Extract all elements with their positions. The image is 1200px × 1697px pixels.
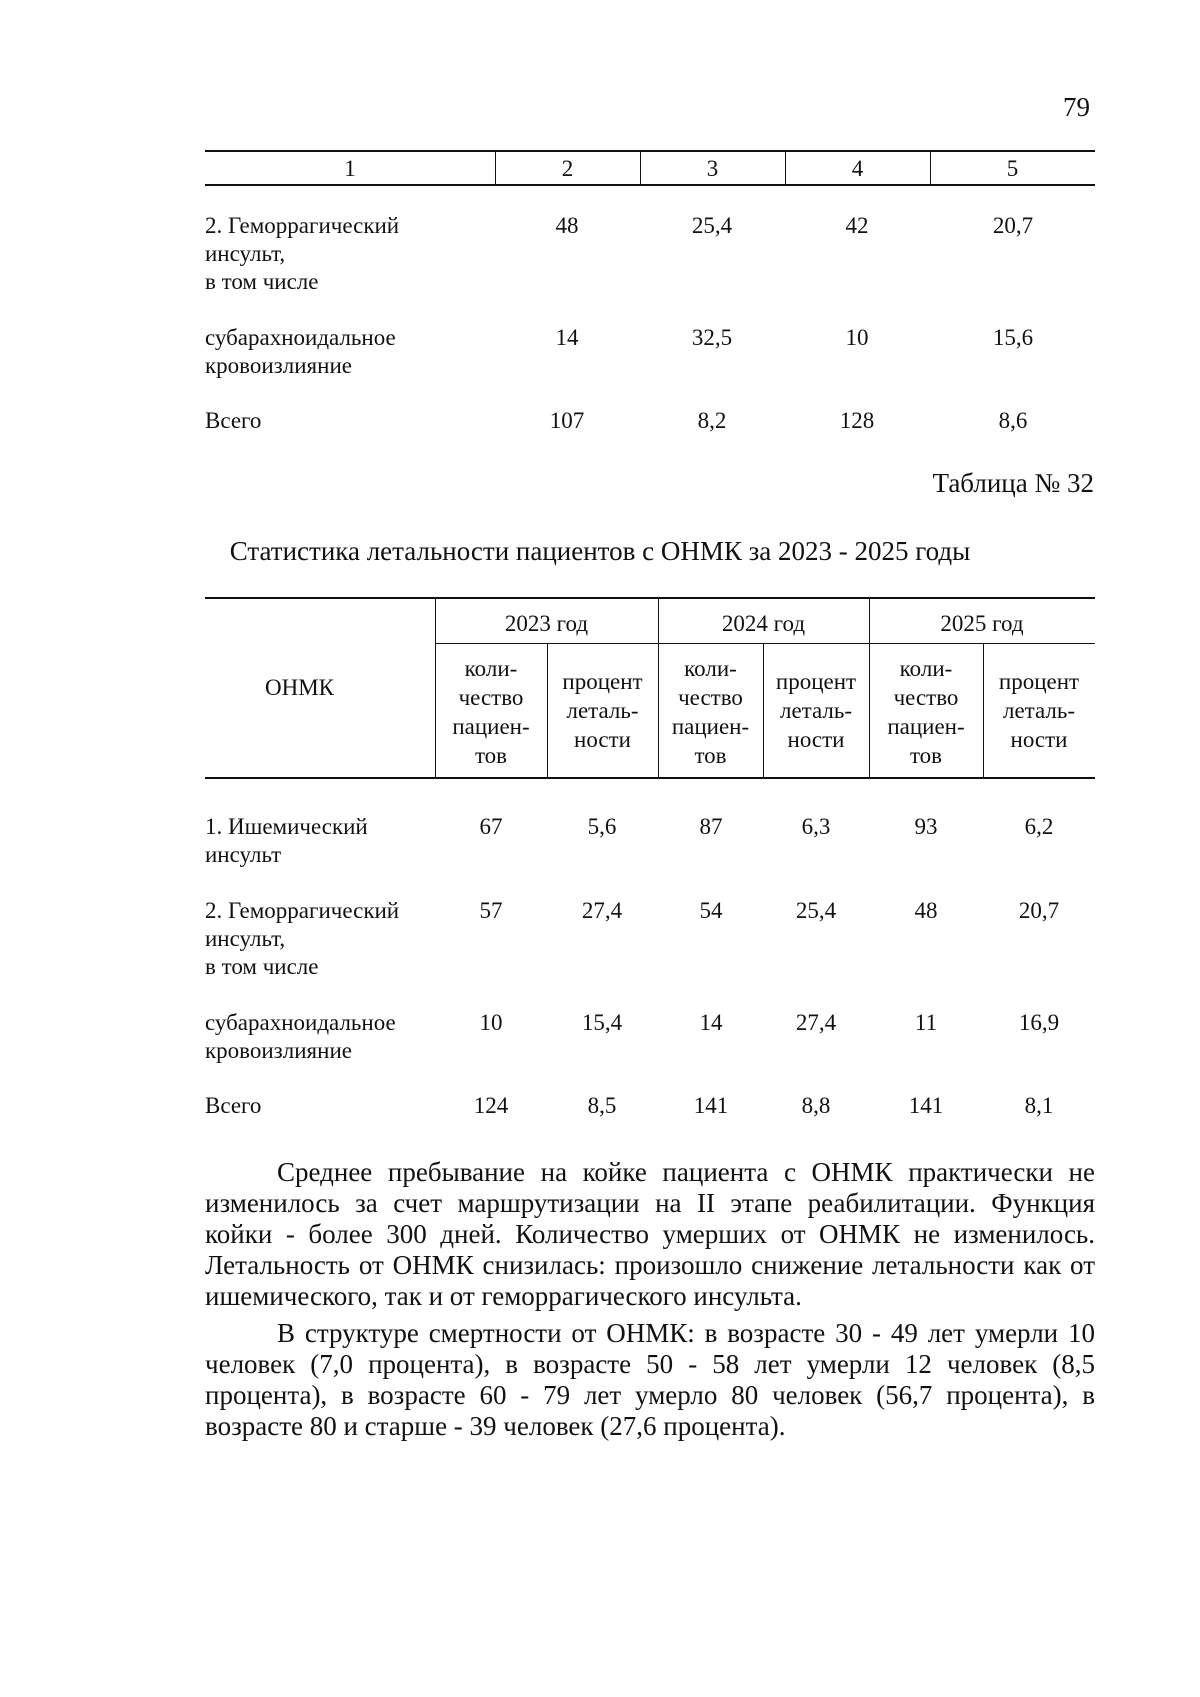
cell-value: 57 xyxy=(479,898,503,923)
table-row-total xyxy=(205,1092,1095,1122)
cell-value: 48 xyxy=(555,213,579,238)
cell-value: 27,4 xyxy=(581,898,623,923)
cell-value: 8,6 xyxy=(998,408,1028,433)
subheader-percent: процент леталь- ности xyxy=(562,669,643,752)
continued-table xyxy=(205,150,1095,186)
cell-value: 67 xyxy=(479,814,503,839)
cell-value: 10 xyxy=(845,325,869,350)
cell-value: 10 xyxy=(479,1010,503,1035)
cell-value: 14 xyxy=(555,325,579,350)
subheader-percent: процент леталь- ности xyxy=(998,669,1080,752)
row-label: Всего xyxy=(205,408,262,433)
year-header: 2025 год xyxy=(940,611,1024,636)
column-number: 2 xyxy=(561,156,574,181)
subheader-percent: процент леталь- ности xyxy=(775,669,857,752)
cell-value: 27,4 xyxy=(795,1010,837,1035)
table-row xyxy=(205,324,1095,384)
table-title: Статистика летальности пациентов с ОНМК за 2023 - 2025 годы xyxy=(229,536,971,566)
paragraph: Среднее пребывание на койке пациента с ОНМК практически не изменилось за счет маршрутизации на II этапе реабилитации. Функция койки - более 300 дней. Количество умерших от ОНМК не изменилось. Летальность от ОНМК снизилась: произошло снижение летальности как от ишемического, так и от геморрагического инсульта. xyxy=(205,1157,1095,1311)
column-number: 3 xyxy=(706,156,719,181)
column-divider xyxy=(785,152,786,184)
cell-value: 141 xyxy=(693,1093,729,1118)
row-label: 2. Геморрагический инсульт, в том числе xyxy=(205,213,400,294)
cell-value: 16,9 xyxy=(1018,1010,1060,1035)
cell-value: 124 xyxy=(473,1093,509,1118)
table-caption: Таблица № 32 xyxy=(932,468,1094,498)
column-divider xyxy=(495,152,496,184)
column-divider xyxy=(640,152,641,184)
cell-value: 8,8 xyxy=(801,1093,831,1118)
row-label: субарахноидальное кровоизлияние xyxy=(205,1010,396,1063)
row-header: ОНМК xyxy=(265,675,335,700)
cell-value: 14 xyxy=(699,1010,723,1035)
cell-value: 8,2 xyxy=(697,408,727,433)
header-divider xyxy=(435,643,1095,644)
cell-value: 25,4 xyxy=(691,213,733,238)
cell-value: 6,2 xyxy=(1024,814,1054,839)
table-row xyxy=(205,212,1095,302)
cell-value: 107 xyxy=(549,408,585,433)
cell-value: 25,4 xyxy=(795,898,837,923)
cell-value: 20,7 xyxy=(992,213,1034,238)
cell-value: 6,3 xyxy=(801,814,831,839)
cell-value: 42 xyxy=(845,213,869,238)
column-number: 4 xyxy=(851,156,864,181)
cell-value: 15,4 xyxy=(581,1010,623,1035)
subheader-count: коли- чество пациен- тов xyxy=(671,656,750,768)
cell-value: 20,7 xyxy=(1018,898,1060,923)
cell-value: 32,5 xyxy=(691,325,733,350)
table-row xyxy=(205,897,1095,987)
subheader-count: коли- чество пациен- тов xyxy=(452,656,530,768)
column-number: 5 xyxy=(1006,156,1019,181)
row-label: 2. Геморрагический инсульт, в том числе xyxy=(205,898,400,979)
cell-value: 8,1 xyxy=(1024,1093,1054,1118)
cell-value: 48 xyxy=(914,898,938,923)
subheader-count: коли- чество пациен- тов xyxy=(887,656,965,768)
page-number: 79 xyxy=(1063,92,1090,122)
cell-value: 141 xyxy=(908,1093,944,1118)
column-number: 1 xyxy=(344,156,356,181)
cell-value: 93 xyxy=(914,814,938,839)
year-header: 2024 год xyxy=(721,611,806,636)
cell-value: 8,5 xyxy=(587,1093,617,1118)
year-header: 2023 год xyxy=(504,611,589,636)
cell-value: 11 xyxy=(914,1010,938,1035)
row-label: 1. Ишемический инсульт xyxy=(205,814,368,867)
cell-value: 87 xyxy=(699,814,723,839)
table-row xyxy=(205,813,1095,873)
table32-header xyxy=(205,597,1095,779)
table-row xyxy=(205,1009,1095,1069)
table-row-total xyxy=(205,407,1095,437)
cell-value: 5,6 xyxy=(587,814,617,839)
row-label: Всего xyxy=(205,1093,262,1118)
row-label: субарахноидальное кровоизлияние xyxy=(205,325,396,378)
body-text xyxy=(205,1157,1095,1442)
cell-value: 128 xyxy=(839,408,875,433)
column-divider xyxy=(930,152,931,184)
column-number-header xyxy=(205,150,1095,186)
cell-value: 54 xyxy=(699,898,723,923)
cell-value: 15,6 xyxy=(992,325,1034,350)
paragraph: В структуре смертности от ОНМК: в возрасте 30 - 49 лет умерли 10 человек (7,0 процента), в возрасте 50 - 58 лет умерли 12 человек (8,5 процента), в возрасте 60 - 79 лет умерло 80 человек (56,7 процента), в возрасте 80 и старше - 39 человек (27,6 процента). xyxy=(205,1318,1095,1441)
